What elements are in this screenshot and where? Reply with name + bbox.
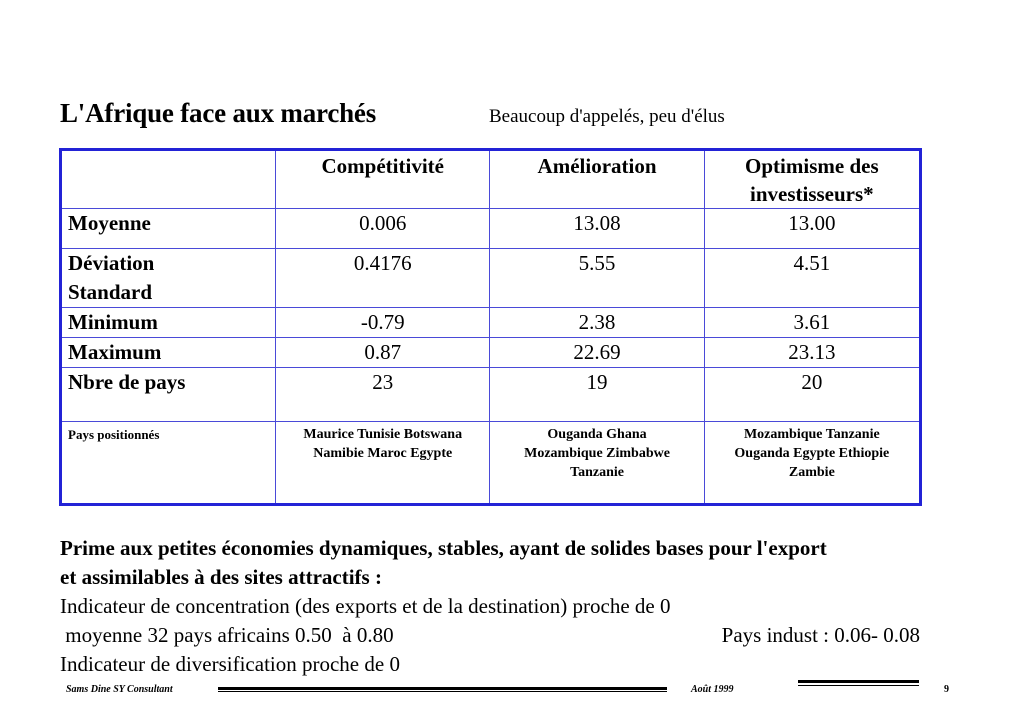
cell-maximum-optimisme: 23.13 [704, 338, 920, 368]
table-row-maximum [61, 338, 921, 368]
cell-maximum-amelioration: 22.69 [490, 338, 704, 368]
conclusion-bold-line1: Prime aux petites économies dynamiques, stables, ayant de solides bases pour l'export [60, 536, 827, 560]
row-label-moyenne: Moyenne [61, 209, 276, 249]
countries-amelioration-line2: Mozambique Zimbabwe [524, 446, 670, 461]
header-cell-empty [61, 150, 276, 209]
row-label-minimum: Minimum [61, 308, 276, 338]
header-optimisme-line1: Optimisme des [745, 154, 879, 178]
table-row-minimum [61, 308, 921, 338]
industrial-countries-text: Pays indust : 0.06- 0.08 [721, 623, 920, 647]
row-label-pays-positionnes: Pays positionnés [61, 422, 276, 505]
header-amelioration: Amélioration [490, 150, 704, 209]
slide-subtitle: Beaucoup d'appelés, peu d'élus [489, 106, 725, 127]
row-label-deviation-line1: Déviation [68, 251, 155, 275]
header-optimisme-line2: investisseurs* [749, 182, 874, 206]
row-label-maximum: Maximum [61, 338, 276, 368]
cell-positionnes-amelioration [490, 422, 704, 505]
countries-optimisme-line1: Mozambique Tanzanie [743, 427, 880, 442]
conclusion-block [60, 534, 960, 679]
countries-amelioration-line3: Tanzanie [570, 465, 625, 480]
countries-amelioration-line1: Ouganda Ghana [547, 427, 647, 442]
row-label-deviation [61, 249, 276, 308]
cell-deviation-competitivite: 0.4176 [276, 249, 490, 308]
countries-competitivite-line2: Namibie Maroc Egypte [313, 446, 453, 461]
table-header-row [61, 150, 921, 209]
cell-minimum-amelioration: 2.38 [490, 308, 704, 338]
header-optimisme [704, 150, 920, 209]
row-label-deviation-line2: Standard [68, 280, 153, 304]
cell-nbre-competitivite: 23 [276, 368, 490, 422]
concentration-indicator-line: Indicateur de concentration (des exports et de la destination) proche de 0 [60, 594, 671, 618]
table-row-pays-positionnes [61, 422, 921, 505]
cell-deviation-optimisme: 4.51 [704, 249, 920, 308]
cell-moyenne-amelioration: 13.08 [490, 209, 704, 249]
table-row-moyenne [61, 209, 921, 249]
diversification-indicator-line: Indicateur de diversification proche de 0 [60, 652, 400, 676]
table-row-deviation [61, 249, 921, 308]
african-average-text: moyenne 32 pays africains 0.50 à 0.80 [60, 623, 394, 647]
conclusion-bold-line2: et assimilables à des sites attractifs : [60, 565, 382, 589]
countries-optimisme-line3: Zambie [788, 465, 835, 480]
cell-moyenne-optimisme: 13.00 [704, 209, 920, 249]
countries-optimisme-line2: Ouganda Egypte Ethiopie [734, 446, 890, 461]
cell-minimum-optimisme: 3.61 [704, 308, 920, 338]
cell-positionnes-optimisme [704, 422, 920, 505]
footer-rule-right [798, 680, 919, 686]
statistics-table [59, 148, 922, 506]
cell-deviation-amelioration: 5.55 [490, 249, 704, 308]
footer-page-number: 9 [944, 684, 949, 695]
table-row-nbre-pays [61, 368, 921, 422]
countries-competitivite-line1: Maurice Tunisie Botswana [303, 427, 463, 442]
cell-nbre-amelioration: 19 [490, 368, 704, 422]
header-competitivite: Compétitivité [276, 150, 490, 209]
cell-positionnes-competitivite [276, 422, 490, 505]
footer-rule-left [218, 687, 667, 692]
cell-maximum-competitivite: 0.87 [276, 338, 490, 368]
slide-title: L'Afrique face aux marchés [60, 98, 377, 128]
footer-date: Août 1999 [691, 684, 734, 695]
cell-moyenne-competitivite: 0.006 [276, 209, 490, 249]
footer-author: Sams Dine SY Consultant [66, 684, 173, 695]
average-line [60, 621, 920, 650]
row-label-nbre-pays: Nbre de pays [61, 368, 276, 422]
cell-minimum-competitivite: -0.79 [276, 308, 490, 338]
cell-nbre-optimisme: 20 [704, 368, 920, 422]
